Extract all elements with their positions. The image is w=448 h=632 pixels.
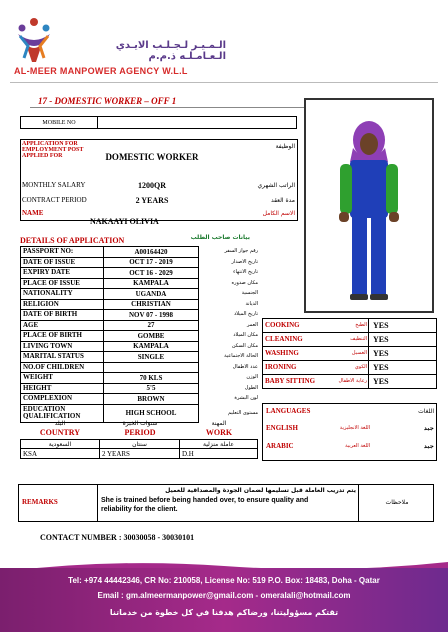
- detail-label-arabic: تاريخ الاصدار: [231, 258, 258, 265]
- detail-label: EDUCATION QUALIFICATION: [20, 404, 104, 423]
- detail-value: BROWN: [103, 393, 199, 405]
- details-heading-arabic: بيانات صاحب الطلب: [190, 233, 250, 241]
- detail-label-arabic: تاريخ الانتهاء: [233, 269, 258, 276]
- detail-label-arabic: الوزن: [246, 374, 258, 381]
- detail-value: NOV 07 - 1998: [103, 309, 199, 321]
- details-heading: DETAILS OF APPLICATION: [20, 235, 125, 245]
- footer-line-email: Email : gm.almeermanpower@gmail.com - omeralali@hotmail.com: [97, 591, 351, 600]
- detail-label-arabic: الحالة الاجتماعية: [224, 353, 258, 360]
- skill-value: YES: [368, 332, 437, 347]
- languages-heading-arabic: اللغات: [418, 407, 434, 415]
- detail-value: UGANDA: [103, 288, 199, 300]
- detail-value: SINGLE: [103, 351, 199, 363]
- skill-label: COOKING: [265, 321, 300, 329]
- skill-value: YES: [368, 318, 437, 333]
- skill-label-arabic: التنظيف: [350, 336, 367, 342]
- language-label-arabic: اللغة العربية: [345, 443, 370, 449]
- remarks-text-arabic: يتم تدريب العاملة قبل تسليمها لضمان الجودة والمصداقية للعميل: [165, 487, 356, 494]
- skill-label: CLEANING: [265, 335, 303, 343]
- application-label: APPLICATION FOR EMPLOYMENT POST APPLIED FOR: [22, 141, 84, 159]
- detail-value: KAMPALA: [103, 278, 199, 290]
- detail-label: NO.OF CHILDREN: [20, 362, 104, 374]
- detail-value: OCT 16 - 2029: [103, 267, 199, 279]
- language-level: جيد: [423, 424, 434, 432]
- detail-label: EXPIRY DATE: [20, 267, 104, 279]
- detail-label: RELIGION: [20, 299, 104, 311]
- exp-period-value-ar: سنتان: [99, 439, 180, 449]
- detail-label-arabic: مكان السكن: [231, 342, 258, 349]
- skill-label: WASHING: [265, 349, 299, 357]
- skill-label-arabic: الغسيل: [351, 350, 367, 356]
- detail-label: WEIGHT: [20, 372, 104, 384]
- footer-bar: [0, 568, 448, 632]
- detail-label: PLACE OF ISSUE: [20, 278, 104, 290]
- detail-label-arabic: الطول: [244, 384, 258, 391]
- exp-work-value-ar: عاملة منزلية: [179, 439, 258, 449]
- agency-name: AL-MEER MANPOWER AGENCY W.L.L: [14, 66, 188, 76]
- detail-value: 27: [103, 320, 199, 332]
- detail-label: DATE OF BIRTH: [20, 309, 104, 321]
- skill-value: YES: [368, 360, 437, 375]
- skill-label: IRONING: [265, 363, 297, 371]
- skill-label-arabic: الطبخ: [355, 322, 367, 328]
- detail-label: MARITAL STATUS: [20, 351, 104, 363]
- remarks-divider-left: [97, 484, 98, 522]
- detail-label-arabic: عدد الاطفال: [232, 363, 258, 370]
- exp-work-ar: المهنة: [211, 419, 227, 427]
- footer-line-slogan: تقتكم مسؤوليتنا، ورضاكم هدفنا في كل خطوة من خدماتنا: [109, 608, 339, 617]
- exp-country-heading: COUNTRY: [39, 428, 81, 437]
- application-label-arabic: الوظيفة: [275, 142, 295, 150]
- exp-country-ar: البلد: [54, 419, 66, 427]
- detail-label-arabic: مكان الميلاد: [233, 332, 258, 339]
- language-label: ARABIC: [266, 442, 294, 450]
- detail-label: DATE OF ISSUE: [20, 257, 104, 269]
- agency-name-arabic: الـمـيـر لـجـلـب الايـدي الـعـامـلـه ذ.م.م: [115, 40, 226, 62]
- detail-label: PLACE OF BIRTH: [20, 330, 104, 342]
- language-label-arabic: اللغة الانجليزية: [339, 425, 370, 431]
- detail-label-arabic: مستوى التعليم: [227, 409, 258, 416]
- exp-work-heading: WORK: [205, 428, 233, 437]
- exp-country-value-ar: السعودية: [20, 439, 100, 449]
- detail-value: 70 KLS: [103, 372, 199, 384]
- skill-label-arabic: رعاية الاطفال: [338, 378, 367, 384]
- detail-label-arabic: تاريخ الميلاد: [233, 311, 258, 318]
- contract-value: 2 YEARS: [135, 195, 169, 205]
- name-label-arabic: الاسم الكامل: [262, 209, 295, 217]
- detail-label: LIVING TOWN: [20, 341, 104, 353]
- skill-value: YES: [368, 346, 437, 361]
- detail-value: HIGH SCHOOL: [103, 404, 199, 423]
- name-label: NAME: [22, 209, 44, 217]
- mobile-label: MOBILE NO: [20, 116, 98, 129]
- remarks-divider-right: [358, 484, 359, 522]
- exp-country-value: KSA: [20, 448, 100, 459]
- agency-logo: [14, 16, 54, 64]
- exp-period-heading: PERIOD: [124, 428, 156, 437]
- detail-label-arabic: الديانة: [245, 300, 258, 307]
- contract-label: CONTRACT PERIOD: [22, 196, 87, 204]
- exp-work-value: D.H: [179, 448, 258, 459]
- detail-label-arabic: رقم جواز السفر: [224, 248, 258, 255]
- application-value: DOMESTIC WORKER: [105, 152, 199, 162]
- detail-value: OCT 17 - 2019: [103, 257, 199, 269]
- salary-value: 1200QR: [138, 180, 166, 190]
- detail-label: COMPLEXION: [20, 393, 104, 405]
- mobile-value: [97, 116, 297, 129]
- detail-label: NATIONALITY: [20, 288, 104, 300]
- language-level: جيد: [423, 442, 434, 450]
- remarks-label-arabic: ملاحظات: [385, 498, 409, 506]
- detail-label-arabic: الجنسية: [241, 290, 258, 297]
- detail-label: PASSPORT NO:: [20, 246, 104, 258]
- exp-period-value: 2 YEARS: [99, 448, 180, 459]
- name-value: NAKAAYI OLIVIA: [90, 216, 159, 226]
- languages-heading: LANGUAGES: [266, 407, 311, 415]
- language-label: ENGLISH: [266, 424, 298, 432]
- footer-line-contact: Tel: +974 44442346, CR No: 210058, License No: 519 P.O. Box: 18483, Doha - Qatar: [68, 576, 380, 585]
- detail-label-arabic: لون البشرة: [234, 395, 258, 402]
- worker-figure-icon: [306, 100, 432, 311]
- detail-label-arabic: مكان صدوره: [231, 279, 258, 286]
- remarks-label: REMARKS: [22, 498, 58, 506]
- detail-value: A00164420: [103, 246, 199, 258]
- detail-value: 5'5: [103, 383, 199, 395]
- detail-value: KAMPALA: [103, 341, 199, 353]
- header-divider: [10, 82, 438, 83]
- detail-label: AGE: [20, 320, 104, 332]
- skill-label-arabic: الكوي: [354, 364, 367, 370]
- contract-label-arabic: مدة العقد: [271, 196, 295, 204]
- exp-period-ar: سنوات الخبرة: [122, 419, 158, 427]
- contact-number: CONTACT NUMBER : 30030058 - 30030101: [40, 532, 195, 542]
- salary-label: MONTHLY SALARY: [22, 181, 86, 189]
- detail-label: HEIGHT: [20, 383, 104, 395]
- skill-value: YES: [368, 374, 437, 389]
- salary-label-arabic: الراتب الشهري: [257, 181, 295, 189]
- skill-label: BABY SITTING: [265, 377, 316, 385]
- remarks-text: She is trained before being handed over, to ensure quality and reliability for the client.: [101, 497, 309, 513]
- detail-label-arabic: العمر: [247, 321, 258, 328]
- sheet-title: 17 - DOMESTIC WORKER – OFF 1: [38, 96, 177, 106]
- detail-value: GOMBE: [103, 330, 199, 342]
- worker-photo: [304, 98, 434, 313]
- detail-value: CHRISTIAN: [103, 299, 199, 311]
